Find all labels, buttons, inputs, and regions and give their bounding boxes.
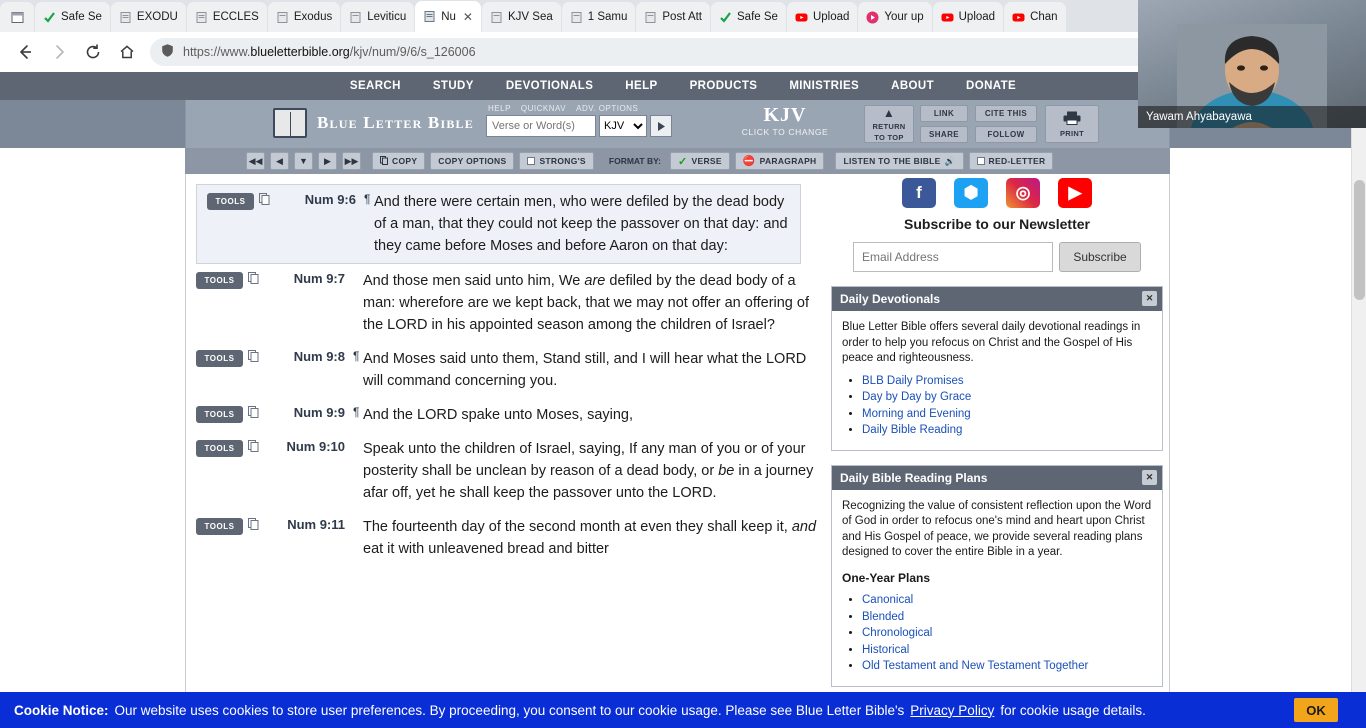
check-icon <box>43 11 56 24</box>
youtube-icon[interactable]: ▶ <box>1058 178 1092 208</box>
tab-label: KJV Sea <box>507 11 553 23</box>
verse-text: Speak unto the children of Israel, saying, If any man of you or of your posterity shall be unclean by reason of a dead body, or be in a journey afar off, yet he shall keep the passover unto the LORD. <box>363 441 814 501</box>
reload-icon[interactable] <box>76 36 110 68</box>
subscribe-button[interactable]: Subscribe <box>1059 242 1141 272</box>
return-to-top-label-2: TO TOP <box>874 133 904 142</box>
nav-dropdown-button[interactable]: ▼ <box>294 152 313 170</box>
tab-label: Post Att <box>662 11 703 23</box>
verse-row <box>186 510 826 566</box>
tab-label: Leviticu <box>367 11 407 23</box>
panel-header <box>832 466 1162 490</box>
search-go-button[interactable] <box>650 115 672 137</box>
search-row <box>486 115 701 137</box>
window-icon <box>11 11 24 24</box>
tools-button[interactable]: TOOLS <box>196 406 243 423</box>
webcam-overlay[interactable] <box>1138 0 1366 128</box>
cite-this-button[interactable] <box>975 105 1037 122</box>
format-paragraph-label: PARAGRAPH <box>759 156 817 166</box>
list-item <box>862 659 1152 675</box>
close-icon[interactable]: ✕ <box>1142 291 1157 306</box>
format-by-label: FORMAT BY: <box>608 156 661 166</box>
verse-text: And Moses said unto them, Stand still, and I will hear what the LORD will command concerning you. <box>363 351 807 389</box>
topnav-ministries[interactable]: MINISTRIES <box>789 80 860 92</box>
checkbox-icon <box>527 157 535 165</box>
page-icon <box>570 11 583 24</box>
list-item <box>862 390 1152 406</box>
verse-row <box>186 342 826 398</box>
share-button[interactable] <box>920 126 968 143</box>
red-letter-label: RED-LETTER <box>988 156 1046 166</box>
twitter-icon[interactable]: ⬢ <box>954 178 988 208</box>
version-subtitle: CLICK TO CHANGE <box>741 127 829 137</box>
return-to-top-label-1: RETURN <box>872 122 906 131</box>
page-scrollbar[interactable] <box>1351 72 1366 728</box>
tab-label: Nu <box>441 10 456 23</box>
webcam-name-label: Yawam Ahyabayawa <box>1138 106 1366 128</box>
browser-tab-1[interactable] <box>35 2 110 32</box>
topnav-study[interactable]: STUDY <box>432 80 474 92</box>
cookie-text-1: Our website uses cookies to store user preferences. By proceeding, you consent to our cookie usage. Please see Blue Letter Bible's <box>114 702 905 718</box>
verse-row <box>186 264 826 342</box>
follow-button[interactable] <box>975 126 1037 143</box>
browser-tab-0[interactable] <box>0 2 34 32</box>
version-display[interactable] <box>700 105 870 137</box>
tab-label: Upload <box>958 11 996 23</box>
link-canonical[interactable]: Canonical <box>862 594 914 606</box>
browser-tab-9[interactable] <box>636 2 710 32</box>
verse-reference[interactable]: Num 9:10 <box>286 439 345 454</box>
tools-button[interactable]: TOOLS <box>196 518 243 535</box>
verse-row <box>186 398 826 432</box>
no-entry-icon: ⛔ <box>742 155 756 167</box>
share-label: SHARE <box>928 130 959 139</box>
tools-button[interactable]: TOOLS <box>207 193 254 210</box>
up-arrow-icon: ▲ <box>882 106 896 120</box>
youtube-icon <box>1012 11 1025 24</box>
strongs-button[interactable] <box>519 152 593 170</box>
facebook-icon[interactable]: f <box>902 178 936 208</box>
format-paragraph-button[interactable] <box>735 152 825 170</box>
list-item <box>862 407 1152 423</box>
nav-last-button[interactable]: ▶▶ <box>342 152 361 170</box>
browser-tab-4[interactable] <box>268 2 340 32</box>
url-text: https://www.blueletterbible.org/kjv/num/9/6/s_126006 <box>183 45 476 59</box>
cookie-ok-button[interactable]: OK <box>1294 698 1338 722</box>
page-icon <box>349 11 362 24</box>
list-item <box>862 423 1152 439</box>
youtube-icon <box>941 11 954 24</box>
listen-button[interactable] <box>835 152 963 170</box>
nav-first-button[interactable]: ◀◀ <box>246 152 265 170</box>
website-viewport <box>0 72 1366 728</box>
print-label: PRINT <box>1060 128 1084 138</box>
tab-label: Your up <box>884 11 924 23</box>
panel-header <box>832 287 1162 311</box>
link-label: LINK <box>933 109 955 118</box>
tab-label: EXODU <box>136 11 178 23</box>
verse-text: And there were certain men, who were defiled by the dead body of a man, that they could not keep the passover on that day: and they came before Moses and before Aaron on that day: <box>374 194 788 254</box>
red-letter-button[interactable] <box>969 152 1054 170</box>
copy-icon <box>380 156 388 167</box>
tab-label: Safe Se <box>61 11 102 23</box>
topnav-products[interactable]: PRODUCTS <box>689 80 758 92</box>
list-item <box>862 610 1152 626</box>
close-icon[interactable]: ✕ <box>462 9 473 24</box>
copy-verse-icon[interactable] <box>243 272 263 287</box>
copy-verse-icon[interactable] <box>243 350 263 365</box>
right-sidebar <box>831 174 1171 687</box>
panel-title: Daily Devotionals <box>840 292 941 306</box>
search-input[interactable] <box>486 115 596 137</box>
plans-subtitle: One-Year Plans <box>842 570 931 585</box>
topnav-search[interactable]: SEARCH <box>349 80 401 92</box>
nav-prev-button[interactable]: ◀ <box>270 152 289 170</box>
verse-reference[interactable]: Num 9:9 <box>293 405 345 420</box>
tab-label: Upload <box>812 11 850 23</box>
social-links <box>831 178 1163 208</box>
search-advoptions-link[interactable]: ADV. OPTIONS <box>576 104 639 113</box>
tab-label: Safe Se <box>737 11 778 23</box>
topnav-about[interactable]: ABOUT <box>891 80 935 92</box>
list-item <box>862 626 1152 642</box>
search-quicknav-link[interactable]: QUICKNAV <box>520 104 567 113</box>
verse-row <box>196 184 801 264</box>
page-icon <box>195 11 208 24</box>
check-icon <box>719 11 732 24</box>
list-item <box>862 643 1152 659</box>
open-book-icon <box>273 108 307 138</box>
verse-reference[interactable]: Num 9:7 <box>293 271 345 286</box>
tools-button[interactable]: TOOLS <box>196 350 243 367</box>
page-icon <box>276 11 289 24</box>
youtube-icon <box>795 11 808 24</box>
search-helper-links <box>486 104 701 113</box>
search-help-link[interactable]: HELP <box>488 104 511 113</box>
privacy-policy-link[interactable]: Privacy Policy <box>910 702 995 718</box>
page-icon <box>490 11 503 24</box>
browser-tab-7[interactable] <box>482 2 561 32</box>
plans-links <box>842 593 1152 675</box>
copy-button[interactable] <box>372 152 425 170</box>
link-daily-bible-reading[interactable]: Daily Bible Reading <box>862 424 963 436</box>
speaker-icon: 🔊 <box>944 155 956 166</box>
tools-button[interactable]: TOOLS <box>196 272 243 289</box>
verse-row <box>186 432 826 510</box>
copy-verse-icon[interactable] <box>254 193 274 208</box>
verse-reference[interactable]: Num 9:11 <box>287 517 345 532</box>
verse-list <box>186 174 826 566</box>
verse-reference[interactable]: Num 9:8 <box>293 349 345 364</box>
panel-body <box>832 311 1162 450</box>
format-verse-button[interactable] <box>670 152 730 170</box>
link-historical[interactable]: Historical <box>862 643 910 656</box>
checkbox-icon <box>977 157 985 165</box>
verse-reference[interactable]: Num 9:6 <box>304 192 356 207</box>
email-field[interactable] <box>853 242 1053 272</box>
listen-label: LISTEN TO THE BIBLE <box>843 156 941 166</box>
list-item <box>862 593 1152 609</box>
cite-this-label: CITE THIS <box>984 109 1028 118</box>
page-content <box>185 174 1170 728</box>
tab-label: Chan <box>1030 11 1058 23</box>
daily-bible-reading-plans-panel <box>831 465 1163 687</box>
tab-label: ECCLES <box>212 11 259 23</box>
daily-devotionals-panel <box>831 286 1163 451</box>
list-item <box>862 374 1152 390</box>
verse-text: And those men said unto him, We are defiled by the dead body of a man: wherefore are we kept back, that we may not offer an offering of the LORD in his appointed season among the children of Israel? <box>363 273 809 333</box>
close-icon[interactable]: ✕ <box>1142 470 1157 485</box>
print-button[interactable] <box>1045 105 1099 143</box>
browser-tab-active[interactable] <box>415 1 481 32</box>
scrollbar-thumb[interactable] <box>1354 180 1365 300</box>
instagram-icon[interactable]: ◎ <box>1006 178 1040 208</box>
copy-verse-icon[interactable] <box>243 518 263 533</box>
browser-tab-3[interactable] <box>187 2 267 32</box>
link-button[interactable] <box>920 105 968 122</box>
link-chronological[interactable]: Chronological <box>862 627 933 639</box>
version-title: KJV <box>763 104 807 126</box>
page-icon <box>644 11 657 24</box>
nav-next-button[interactable]: ▶ <box>318 152 337 170</box>
site-search-group <box>486 104 701 137</box>
tab-label: Exodus <box>293 11 333 23</box>
browser-tab-11[interactable] <box>787 2 857 32</box>
newsletter-title: Subscribe to our Newsletter <box>904 216 1090 232</box>
version-select[interactable] <box>599 115 647 137</box>
follow-label: FOLLOW <box>987 130 1025 139</box>
page-icon <box>119 11 132 24</box>
link-blended[interactable]: Blended <box>862 610 905 623</box>
browser-tab-14[interactable] <box>1004 2 1066 32</box>
pilcrow-icon: ¶ <box>364 192 371 206</box>
browser-tab-12[interactable] <box>858 2 931 32</box>
copy-verse-icon[interactable] <box>243 406 263 421</box>
cookie-label: Cookie Notice: <box>14 702 109 718</box>
shield-icon <box>160 43 175 61</box>
printer-icon <box>1062 111 1082 127</box>
copy-verse-icon[interactable] <box>243 440 263 455</box>
link-ot-nt-together[interactable]: Old Testament and New Testament Together <box>862 660 1089 672</box>
home-icon[interactable] <box>110 36 144 68</box>
page-icon <box>423 10 436 23</box>
devotionals-description: Blue Letter Bible offers several daily devotional readings in order to help you refocus on Christ and the Gospel of His peace and righteousness. <box>842 321 1141 364</box>
youtube-icon <box>866 11 879 24</box>
browser-tab-5[interactable] <box>341 2 414 32</box>
strongs-label: STRONG'S <box>539 156 586 166</box>
check-icon: ✓ <box>678 155 688 168</box>
topnav-devotionals[interactable]: DEVOTIONALS <box>505 80 594 92</box>
browser-tab-10[interactable] <box>711 2 786 32</box>
devotionals-links <box>842 374 1152 439</box>
browser-tab-8[interactable] <box>562 2 636 32</box>
forward-arrow-icon[interactable] <box>42 36 76 68</box>
back-arrow-icon[interactable] <box>8 36 42 68</box>
copy-options-button[interactable] <box>430 152 514 170</box>
newsletter-form <box>831 242 1163 272</box>
address-bar[interactable] <box>150 38 1198 66</box>
verse-toolbar <box>185 148 1170 174</box>
verse-text: The fourteenth day of the second month at even they shall keep it, and eat it with unleavened bread and bitter <box>363 519 817 557</box>
copy-label: COPY <box>392 156 418 166</box>
panel-title: Daily Bible Reading Plans <box>840 470 988 485</box>
pilcrow-icon: ¶ <box>353 405 360 419</box>
topnav-help[interactable]: HELP <box>625 80 658 92</box>
return-to-top-button[interactable] <box>864 105 914 143</box>
panel-body <box>832 490 1162 686</box>
cookie-text-2: for cookie usage details. <box>1000 702 1146 718</box>
format-verse-label: VERSE <box>691 156 722 166</box>
link-day-by-day-by-grace[interactable]: Day by Day by Grace <box>862 391 972 403</box>
link-morning-and-evening[interactable]: Morning and Evening <box>862 407 971 420</box>
cookie-notice-bar <box>0 692 1366 728</box>
verse-text: And the LORD spake unto Moses, saying, <box>363 407 634 423</box>
pilcrow-icon: ¶ <box>353 349 360 363</box>
link-blb-daily-promises[interactable]: BLB Daily Promises <box>862 374 964 387</box>
site-logo-text: Blue Letter Bible <box>317 113 474 132</box>
browser-tab-2[interactable] <box>111 2 186 32</box>
copy-options-label: COPY OPTIONS <box>438 156 507 166</box>
tools-button[interactable]: TOOLS <box>196 440 243 457</box>
site-logo[interactable] <box>273 108 474 138</box>
tab-label: 1 Samu <box>587 11 628 23</box>
plans-description: Recognizing the value of consistent reflection upon the Word of God in order to refocus one's mind and heart upon Christ and His Gospel of peace, we provide several reading plans designed to cover the entire Bible in a year. <box>842 499 1152 558</box>
browser-tab-13[interactable] <box>933 2 1003 32</box>
topnav-donate[interactable]: DONATE <box>966 80 1017 92</box>
